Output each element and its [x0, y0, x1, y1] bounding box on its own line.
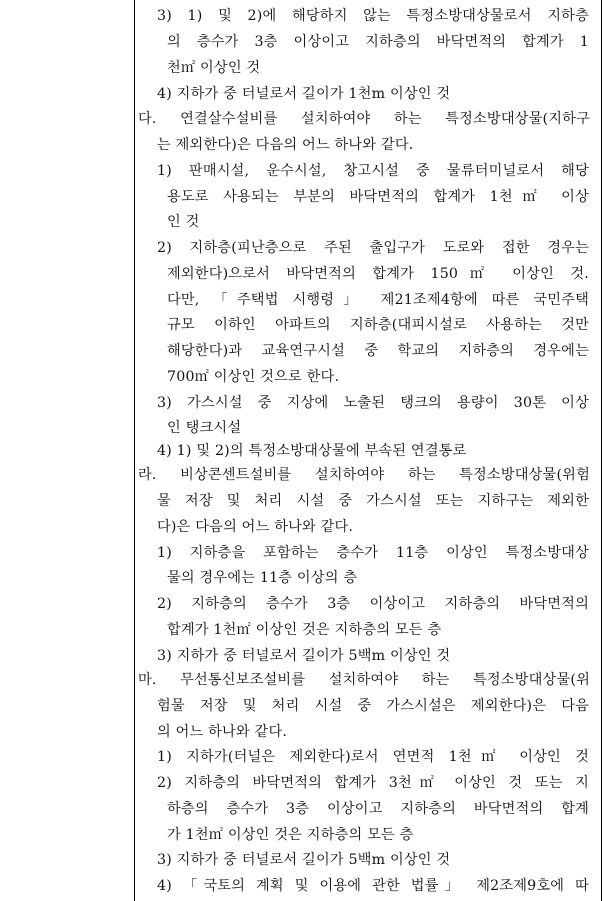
text-line: 하층의 층수가 3층 이상이고 지하층의 바닥면적의 합계 — [167, 801, 589, 817]
text-line: 다)은 다음의 어느 하나와 같다. — [157, 519, 354, 535]
text-line: 다. 연결살수설비를 설치하여야 하는 특정소방대상물(지하구 — [138, 111, 590, 127]
table-right-border — [601, 0, 602, 901]
text-line: 3) 가스시설 중 지상에 노출된 탱크의 용량이 30톤 이상 — [157, 395, 589, 411]
text-line: 규모 이하인 아파트의 지하층(대피시설로 사용하는 것만 — [167, 317, 589, 333]
text-line: 3) 1) 및 2)에 해당하지 않는 특정소방대상물로서 지하층 — [157, 8, 589, 24]
text-line: 4) 지하가 중 터널로서 길이가 1천m 이상인 것 — [157, 86, 451, 102]
text-line: 험물 저장 및 처리 시설 중 가스시설은 제외한다)은 다음 — [157, 698, 589, 714]
table-left-border — [134, 0, 135, 901]
text-line: 물 저장 및 처리 시설 중 가스시설 또는 지하구는 제외한 — [157, 493, 589, 509]
text-line: 제외한다)으로서 바닥면적의 합계가 150㎡ 이상인 것. — [167, 266, 589, 282]
text-line: 700㎡ 이상인 것으로 한다. — [167, 369, 340, 385]
text-line: 천㎡ 이상인 것 — [167, 60, 261, 76]
text-line: 인 탱크시설 — [167, 420, 242, 436]
text-line: 1) 지하가(터널은 제외한다)로서 연면적 1천㎡ 이상인 것 — [157, 749, 589, 765]
text-line: 다만, 「주택법 시행령」 제21조제4항에 따른 국민주택 — [167, 292, 589, 308]
text-line: 물의 경우에는 11층 이상의 층 — [167, 570, 358, 586]
text-line: 3) 지하가 중 터널로서 길이가 5백m 이상인 것 — [157, 852, 451, 868]
text-line: 3) 지하가 중 터널로서 길이가 5백m 이상인 것 — [157, 648, 451, 664]
text-line: 4) 「국토의 계획 및 이용에 관한 법률」 제2조제9호에 따 — [157, 878, 589, 894]
text-line: 2) 지하층(피난층으로 주된 출입구가 도로와 접한 경우는 — [157, 240, 589, 256]
text-line: 4) 1) 및 2)의 특정소방대상물에 부속된 연결통로 — [157, 443, 467, 459]
text-line: 1) 판매시설, 운수시설, 창고시설 중 물류터미널로서 해당 — [157, 163, 589, 179]
text-line: 는 제외한다)은 다음의 어느 하나와 같다. — [157, 137, 414, 153]
text-line: 해당한다)과 교육연구시설 중 학교의 지하층의 경우에는 — [167, 343, 589, 359]
text-line: 2) 지하층의 바닥면적의 합계가 3천㎡ 이상인 것 또는 지 — [157, 775, 589, 791]
text-line: 2) 지하층의 층수가 3층 이상이고 지하층의 바닥면적의 — [157, 596, 589, 612]
text-line: 마. 무선통신보조설비를 설치하여야 하는 특정소방대상물(위 — [138, 672, 590, 688]
text-line: 합계가 1천㎡ 이상인 것은 지하층의 모든 층 — [167, 622, 442, 638]
text-line: 용도로 사용되는 부분의 바닥면적의 합계가 1천㎡ 이상 — [167, 189, 589, 205]
text-line: 의 어느 하나와 같다. — [157, 724, 288, 740]
text-line: 인 것 — [167, 214, 200, 230]
text-line: 1) 지하층을 포함하는 층수가 11층 이상인 특정소방대상 — [157, 545, 589, 561]
text-line: 가 1천㎡ 이상인 것은 지하층의 모든 층 — [167, 827, 414, 843]
text-line: 라. 비상콘센트설비를 설치하여야 하는 특정소방대상물(위험 — [138, 467, 590, 483]
text-line: 의 층수가 3층 이상이고 지하층의 바닥면적의 합계가 1 — [167, 34, 589, 50]
